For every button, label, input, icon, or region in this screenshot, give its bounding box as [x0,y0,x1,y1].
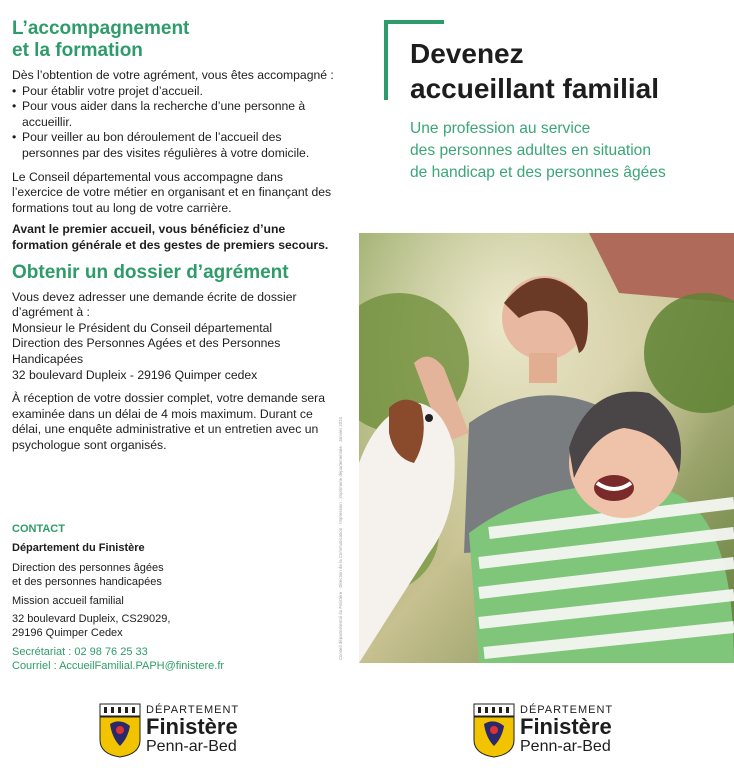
coat-of-arms-icon [472,702,516,758]
intro-text: Dès l’obtention de votre agrément, vous êtes accompagné : [12,68,334,82]
cover-title-line: accueillant familial [410,73,659,104]
logo-line-pennarbed: Penn-ar-Bed [146,738,237,755]
support-list [12,84,334,162]
section-title-dossier: Obtenir un dossier d’agrément [12,261,289,283]
logo-line-finistere: Finistère [520,714,612,739]
subtitle-line: des personnes adultes en situation [410,142,652,159]
logo-line-department: DÉPARTEMENT [146,704,240,716]
photo-illustration [359,233,734,663]
address-line: Monsieur le Président du Conseil départemental [12,320,273,335]
postal-address [12,321,334,383]
title-line: et la formation [12,40,143,61]
processing-paragraph: À réception de votre dossier complet, votre demande sera examinée dans un délai de 4 mois maximum. Durant ce délai, une enquête administrative et un entretien avec un psychologue sont organisés. [12,391,325,452]
cover-title [410,36,659,106]
contact-phone: Secrétariat : 02 98 76 25 33 [12,645,148,658]
subtitle-line: de handicap et des personnes âgées [410,164,666,181]
contact-title: CONTACT [12,523,65,535]
section-title-accompaniment [12,18,334,62]
list-item: • Pour vous aider dans la recherche d’une personne à accueillir. [22,99,334,130]
support-paragraph: Le Conseil départemental vous accompagne dans l’exercice de votre métier en organisant et en finançant des formations tout au long de votre carrière. [12,169,332,215]
contact-email: Courriel : AccueilFamilial.PAPH@finistere.fr [12,660,225,673]
address-line: 32 boulevard Dupleix - 29196 Quimper cedex [12,367,258,382]
department-logo-left [98,700,268,760]
subtitle-line: Une profession au service [410,120,591,137]
request-text: Vous devez adresser une demande écrite de dossier d’agrément à : [12,289,297,320]
logo-line-pennarbed: Penn-ar-Bed [520,738,611,755]
department-logo-right [472,700,642,760]
list-item: • Pour veiller au bon déroulement de l’accueil des personnes par des visites régulières à votre domicile. [22,130,334,161]
contact-address: 29196 Quimper Cedex [12,627,123,640]
cover-title-line: Devenez [410,38,524,69]
logo-line-department: DÉPARTEMENT [520,704,614,716]
contact-direction: et des personnes handicapées [12,576,162,589]
cover-photo [359,233,734,663]
address-line: Direction des Personnes Agées et des Personnes Handicapées [12,336,281,366]
contact-direction: Direction des personnes âgées [12,561,164,574]
contact-mission: Mission accueil familial [12,594,124,607]
left-panel [12,18,334,453]
cover-subtitle [410,118,666,184]
contact-block [12,522,312,674]
contact-department: Département du Finistère [12,542,145,555]
training-paragraph: Avant le premier accueil, vous bénéficiez d’une formation générale et des gestes de premiers secours. [12,222,329,252]
title-line: L’accompagnement [12,18,190,39]
list-item: • Pour établir votre projet d’accueil. [22,84,334,100]
contact-address: 32 boulevard Dupleix, CS29029, [12,613,171,626]
logo-line-finistere: Finistère [146,714,238,739]
coat-of-arms-icon [98,702,142,758]
print-credit: Conseil départemental du Finistère · Direction de la Communication · Impression : imprimerie départementale · Janvier 2024 [338,416,343,660]
